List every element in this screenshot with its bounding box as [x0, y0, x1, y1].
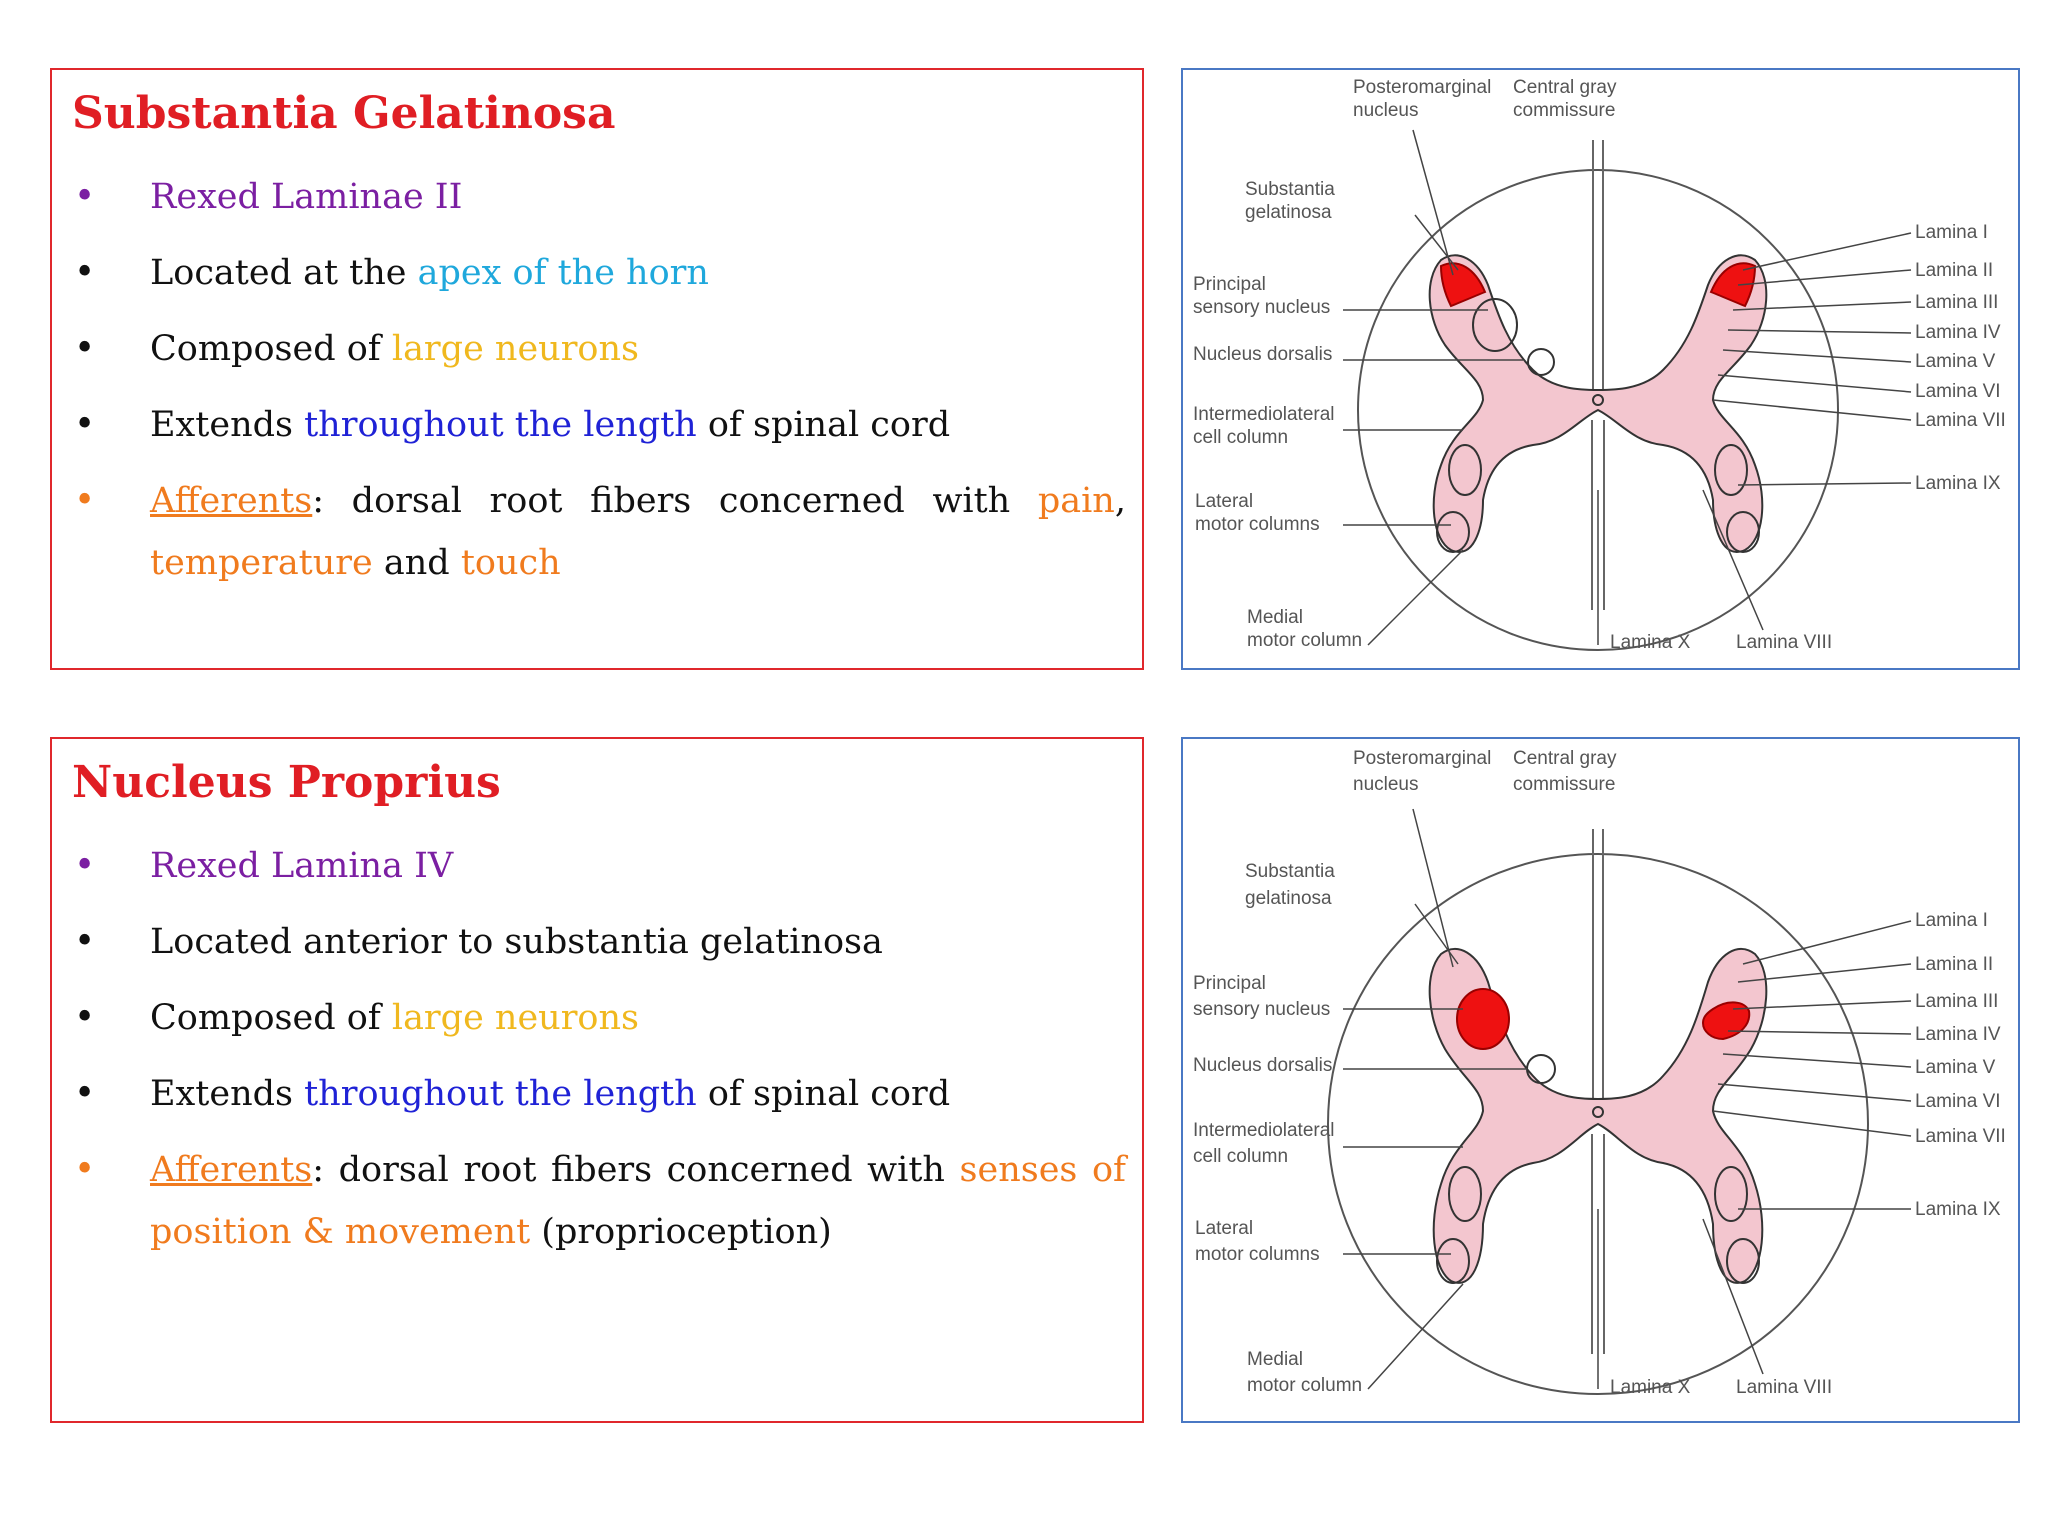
label-intermediolateral-2: cell column — [1193, 427, 1289, 448]
bullet-dot: • — [74, 1073, 96, 1114]
label-lamina-vii: Lamina VII — [1915, 410, 2006, 431]
bullet-item — [52, 911, 1146, 973]
label-lamina-ii: Lamina II — [1915, 954, 1994, 975]
bullet-text: Located at the — [150, 253, 418, 293]
label-lamina-iii: Lamina III — [1915, 292, 1999, 313]
label-lamina-vii: Lamina VII — [1915, 1126, 2006, 1147]
label-medial: Medial — [1247, 1349, 1303, 1370]
bullet-item — [52, 318, 1146, 380]
panel-title: Nucleus Proprius — [72, 757, 501, 808]
bullet-item — [52, 242, 1146, 304]
label-nucleus-dorsalis: Nucleus dorsalis — [1193, 344, 1333, 365]
highlight-text: pain — [1037, 481, 1115, 521]
label-lamina-iii: Lamina III — [1915, 991, 1999, 1012]
label-principal: Principal — [1193, 973, 1266, 994]
label-central-gray: Central gray — [1513, 748, 1617, 769]
afferents-link[interactable]: Afferents — [150, 1150, 313, 1190]
label-lamina-i: Lamina I — [1915, 222, 1988, 243]
label-lamina-viii: Lamina VIII — [1736, 632, 1833, 653]
bullet-text: Extends — [150, 405, 305, 445]
label-principal-2: sensory nucleus — [1193, 999, 1331, 1020]
bullet-text: : dorsal root fibers concerned with — [312, 481, 1038, 521]
label-principal-2: sensory nucleus — [1193, 297, 1331, 318]
label-substantia: Substantia — [1245, 861, 1335, 882]
label-medial-2: motor column — [1247, 630, 1363, 651]
highlight-text: large neurons — [391, 998, 640, 1038]
label-lamina-x: Lamina X — [1610, 632, 1691, 653]
bullet-text: of spinal cord — [696, 1074, 951, 1114]
bullet-text: Extends — [150, 1074, 305, 1114]
label-posteromarginal-2: nucleus — [1353, 774, 1419, 795]
bullet-text: of spinal cord — [696, 405, 951, 445]
bullet-dot: • — [74, 997, 96, 1038]
bullet-item — [52, 987, 1146, 1049]
bullet-dot: • — [74, 1149, 96, 1190]
highlight-text: senses of position & movement — [150, 1150, 1126, 1252]
label-medial-2: motor column — [1247, 1375, 1363, 1396]
bullet-text: and — [372, 543, 461, 583]
highlight-text: large neurons — [391, 329, 640, 369]
bullet-text: , — [1114, 481, 1126, 521]
label-intermediolateral-2: cell column — [1193, 1146, 1289, 1167]
label-substantia-2: gelatinosa — [1245, 888, 1332, 909]
label-lateral-2: motor columns — [1195, 1244, 1320, 1265]
label-lamina-v: Lamina V — [1915, 1057, 1996, 1078]
label-central-gray-2: commissure — [1513, 100, 1616, 121]
label-posteromarginal: Posteromarginal — [1353, 77, 1492, 98]
bullet-text: Composed of — [150, 329, 392, 369]
label-lamina-v: Lamina V — [1915, 351, 1996, 372]
label-lamina-vi: Lamina VI — [1915, 1091, 2001, 1112]
bullet-item — [52, 835, 1146, 897]
spinal-cord-svg — [1183, 70, 2022, 672]
nucleus-proprius-panel — [50, 737, 1144, 1423]
label-posteromarginal-2: nucleus — [1353, 100, 1419, 121]
spinal-cord-diagram-bottom — [1181, 737, 2020, 1423]
bullet-dot: • — [74, 921, 96, 962]
highlight-text: throughout the length — [304, 405, 697, 445]
label-principal: Principal — [1193, 274, 1266, 295]
label-lamina-iv: Lamina IV — [1915, 322, 2001, 343]
bullet-text: (proprioception) — [530, 1212, 832, 1252]
bullet-item — [52, 394, 1146, 456]
label-nucleus-dorsalis: Nucleus dorsalis — [1193, 1055, 1333, 1076]
bullet-dot: • — [74, 252, 96, 293]
label-lamina-ix: Lamina IX — [1915, 473, 2001, 494]
label-lamina-iv: Lamina IV — [1915, 1024, 2001, 1045]
bullet-text: Rexed Lamina IV — [150, 846, 454, 886]
label-lateral: Lateral — [1195, 1218, 1254, 1239]
bullet-item — [52, 1063, 1146, 1125]
lamina-iv-highlight-left — [1457, 989, 1509, 1049]
panel-title: Substantia Gelatinosa — [72, 88, 616, 139]
bullet-text: Composed of — [150, 998, 392, 1038]
label-central-gray: Central gray — [1513, 77, 1617, 98]
label-lamina-x: Lamina X — [1610, 1377, 1691, 1398]
spinal-cord-diagram-top — [1181, 68, 2020, 670]
label-substantia-2: gelatinosa — [1245, 202, 1332, 223]
highlight-text: touch — [460, 543, 561, 583]
bullet-item — [52, 166, 1146, 228]
label-lamina-ii: Lamina II — [1915, 260, 1994, 281]
bullet-text: Rexed Laminae II — [150, 177, 463, 217]
bullet-item — [52, 470, 1146, 594]
label-lamina-vi: Lamina VI — [1915, 381, 2001, 402]
afferents-link[interactable]: Afferents — [150, 481, 313, 521]
label-intermediolateral: Intermediolateral — [1193, 1120, 1335, 1141]
bullet-dot: • — [74, 480, 96, 521]
highlight-text: temperature — [150, 543, 373, 583]
bullet-text: Located anterior to substantia gelatinosa — [150, 922, 883, 962]
label-lamina-ix: Lamina IX — [1915, 1199, 2001, 1220]
label-intermediolateral: Intermediolateral — [1193, 404, 1335, 425]
bullet-dot: • — [74, 404, 96, 445]
bullet-list — [52, 166, 1146, 608]
highlight-text: throughout the length — [304, 1074, 697, 1114]
label-lateral-2: motor columns — [1195, 514, 1320, 535]
highlight-text: apex of the horn — [417, 253, 709, 293]
label-medial: Medial — [1247, 607, 1303, 628]
bullet-list — [52, 835, 1146, 1277]
substantia-gelatinosa-panel — [50, 68, 1144, 670]
bullet-dot: • — [74, 845, 96, 886]
bullet-dot: • — [74, 328, 96, 369]
bullet-text: : dorsal root fibers concerned with — [312, 1150, 960, 1190]
bullet-dot: • — [74, 176, 96, 217]
label-substantia: Substantia — [1245, 179, 1335, 200]
bullet-item — [52, 1139, 1146, 1263]
label-lamina-viii: Lamina VIII — [1736, 1377, 1833, 1398]
label-central-gray-2: commissure — [1513, 774, 1616, 795]
label-lamina-i: Lamina I — [1915, 910, 1988, 931]
label-posteromarginal: Posteromarginal — [1353, 748, 1492, 769]
spinal-cord-svg — [1183, 739, 2022, 1425]
label-lateral: Lateral — [1195, 491, 1254, 512]
